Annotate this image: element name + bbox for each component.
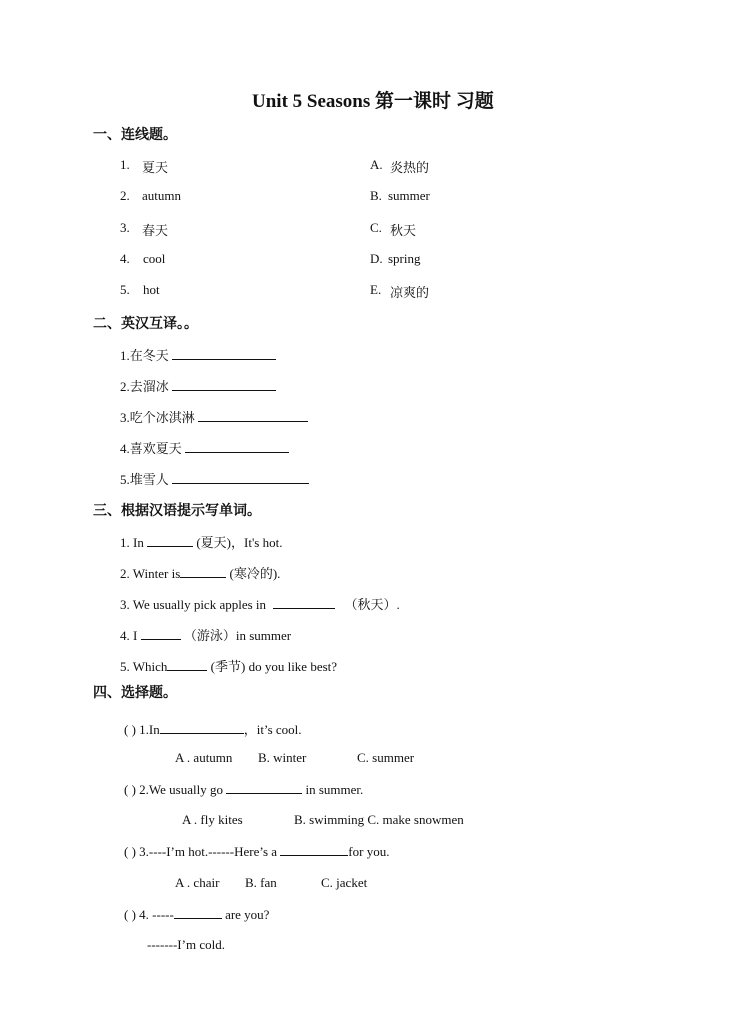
fill-item-1 — [120, 532, 282, 551]
fill-blank-1[interactable] — [147, 534, 193, 547]
choice-question-3 — [124, 843, 389, 860]
match-right-letter-b: B. — [370, 188, 382, 203]
match-right-text-b: summer — [388, 188, 430, 203]
fill-prefix-1: 1. In — [120, 535, 144, 550]
translate-item-3 — [120, 407, 308, 426]
translate-text-4: 4.喜欢夏天 — [120, 441, 182, 456]
section-heading-multiple-choice: 四、选择题。 — [93, 685, 177, 701]
choice-q2-stem: ( ) 2.We usually go — [124, 782, 223, 797]
choice-q1-stem: ( ) 1.In — [124, 722, 160, 737]
match-right-letter-d: D. — [370, 251, 383, 266]
fill-suffix-1: (夏天)，It's hot. — [196, 535, 283, 550]
choice-q3-option-b[interactable]: B. fan — [245, 875, 277, 890]
match-left-num-3: 3. — [120, 220, 130, 235]
match-left-text-4: cool — [143, 251, 166, 266]
choice-q1-tail: ，it’s cool. — [243, 722, 302, 737]
translate-item-4 — [120, 438, 289, 457]
section-heading-matching: 一、连线题。 — [93, 127, 177, 143]
match-left-text-5: hot — [143, 282, 160, 297]
match-right-letter-c: C. — [370, 220, 382, 235]
fill-suffix-5: (季节) do you like best? — [210, 659, 338, 674]
match-right-text-d: spring — [388, 251, 421, 266]
choice-q3-stem: ( ) 3.----I’m hot.------Here’s a — [124, 844, 278, 859]
match-left-text-1: 夏天 — [142, 160, 169, 175]
choice-q3-option-c[interactable]: C. jacket — [321, 875, 368, 890]
match-right-letter-a: A. — [370, 157, 383, 172]
answer-blank-3[interactable] — [198, 409, 308, 422]
choice-q4-tail: are you? — [225, 907, 270, 922]
match-right-letter-e: E. — [370, 282, 382, 297]
fill-item-3 — [120, 594, 400, 613]
fill-prefix-4: 4. I — [120, 628, 138, 643]
fill-blank-3[interactable] — [273, 596, 335, 609]
choice-q2-option-bc[interactable]: B. swimming C. make snowmen — [294, 812, 464, 827]
translate-text-3: 3.吃个冰淇淋 — [120, 410, 195, 425]
translate-text-1: 1.在冬天 — [120, 348, 169, 363]
translate-item-2 — [120, 376, 276, 395]
answer-blank-1[interactable] — [172, 347, 276, 360]
choice-q4-blank[interactable] — [174, 906, 222, 919]
section-heading-fill-words: 三、根据汉语提示写单词。 — [93, 503, 261, 519]
match-left-num-5: 5. — [120, 282, 130, 297]
choice-q2-blank[interactable] — [226, 781, 302, 794]
translate-text-5: 5.堆雪人 — [120, 472, 169, 487]
fill-suffix-2: (寒冷的). — [229, 566, 281, 581]
fill-suffix-4: （游泳）in summer — [183, 628, 292, 643]
choice-q3-option-a[interactable]: A . chair — [175, 875, 220, 890]
translate-item-1 — [120, 345, 276, 364]
choice-q4-stem: ( ) 4. ----- — [124, 907, 174, 922]
match-left-text-3: 春天 — [142, 223, 169, 238]
choice-question-2 — [124, 781, 363, 798]
match-left-text-2: autumn — [142, 188, 181, 203]
match-left-num-4: 4. — [120, 251, 130, 266]
choice-q1-option-a[interactable]: A . autumn — [175, 750, 233, 765]
fill-item-4 — [120, 625, 291, 644]
choice-q2-tail: in summer. — [305, 782, 364, 797]
match-left-num-2: 2. — [120, 188, 130, 203]
choice-q1-option-c[interactable]: C. summer — [357, 750, 415, 765]
fill-item-2 — [120, 563, 280, 582]
fill-prefix-5: 5. Which — [120, 659, 168, 674]
answer-blank-2[interactable] — [172, 378, 276, 391]
choice-q3-blank[interactable] — [280, 843, 348, 856]
choice-q1-blank[interactable] — [160, 721, 244, 734]
choice-q2-option-a[interactable]: A . fly kites — [182, 812, 243, 827]
choice-question-4 — [124, 906, 269, 923]
fill-suffix-3: （秋天）. — [344, 597, 400, 612]
fill-blank-4[interactable] — [141, 627, 181, 640]
match-left-num-1: 1. — [120, 157, 130, 172]
fill-prefix-3: 3. We usually pick apples in — [120, 597, 267, 612]
translate-item-5 — [120, 469, 309, 488]
fill-blank-5[interactable] — [167, 658, 207, 671]
match-right-text-c: 秋天 — [390, 223, 417, 238]
choice-question-1 — [124, 719, 302, 738]
match-right-text-a: 炎热的 — [390, 160, 430, 175]
choice-q4-reply: -------I’m cold. — [147, 937, 225, 952]
fill-item-5 — [120, 656, 337, 675]
fill-blank-2[interactable] — [180, 565, 226, 578]
fill-prefix-2: 2. Winter is — [120, 566, 181, 581]
page-title: Unit 5 Seasons 第一课时 习题 — [252, 91, 494, 112]
answer-blank-4[interactable] — [185, 440, 289, 453]
translate-text-2: 2.去溜冰 — [120, 379, 169, 394]
answer-blank-5[interactable] — [172, 471, 309, 484]
match-right-text-e: 凉爽的 — [390, 285, 430, 300]
section-heading-translation: 二、英汉互译。。 — [93, 316, 198, 332]
choice-q3-tail: for you. — [348, 844, 390, 859]
choice-q1-option-b[interactable]: B. winter — [258, 750, 307, 765]
